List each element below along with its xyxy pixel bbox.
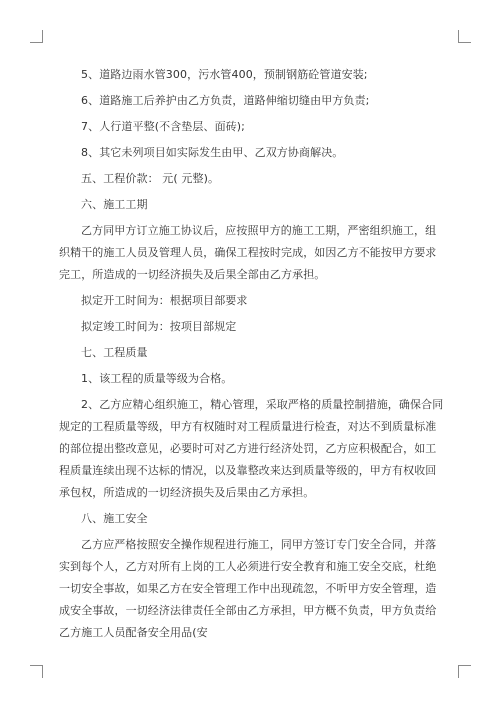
crop-mark-bottom-left xyxy=(30,665,43,678)
planned-completion-date: 拟定竣工时间为：按项目部规定 xyxy=(81,320,237,333)
crop-mark-top-right xyxy=(458,30,471,43)
section-6-body: 乙方同甲方订立施工协议后，应按照甲方的施工工期，严密组织施工，组织精干的施工人员及管理人员，确保工程按时完成，如因乙方不能按甲方要求完工，所造成的一切经济损失及后果全部由乙方承担。 xyxy=(59,224,437,281)
section-8-body: 乙方应严格按照安全操作规程进行施工，同甲方签订专门安全合同，并落实到每个人，乙方对所有上岗的工人必须进行安全教育和施工安全交底，杜绝一切安全事故，如果乙方在安全管理工作中出现疏忽，不听甲方安全管理，造成安全事故，一切经济法律责任全部由乙方承担，甲方概不负责，甲方负责给乙方施工人员配备安全用品(安 xyxy=(59,538,437,639)
document-body xyxy=(59,64,445,644)
section-6-heading: 六、施工工期 xyxy=(81,198,148,211)
section-7-heading: 七、工程质量 xyxy=(81,346,148,359)
clause-5-drainage-pipes: 5、道路边雨水管300，污水管400，预制钢筋砼管道安装; xyxy=(81,68,368,81)
crop-mark-top-left xyxy=(30,30,43,43)
quality-clause-2: 2、乙方应精心组织施工，精心管理，采取严格的质量控制措施，确保合同规定的工程质量等级，甲方有权随时对工程质量进行检查，对达不到质量标准的部位提出整改意见，必要时可对乙方进行经济处罚，乙方应积极配合，如工程质量连续出现不达标的情况，以及靠整改来达到质量等级的，甲方有权收回承包权，所造成的一切经济损失及后果由乙方承担。 xyxy=(59,398,444,499)
clause-7-sidewalk-leveling: 7、人行道平整(不含垫层、面砖); xyxy=(81,120,245,133)
crop-mark-bottom-right xyxy=(458,665,471,678)
clause-6-road-maintenance: 6、道路施工后养护由乙方负责，道路伸缩切缝由甲方负责; xyxy=(81,94,370,107)
quality-clause-1: 1、该工程的质量等级为合格。 xyxy=(81,372,233,385)
clause-8-other-items: 8、其它未列项目如实际发生由甲、乙双方协商解决。 xyxy=(81,146,344,159)
section-5-price: 五、工程价款： 元( 元整)。 xyxy=(81,172,220,185)
section-8-heading: 八、施工安全 xyxy=(81,512,148,525)
planned-start-date: 拟定开工时间为：根据项目部要求 xyxy=(81,294,248,307)
